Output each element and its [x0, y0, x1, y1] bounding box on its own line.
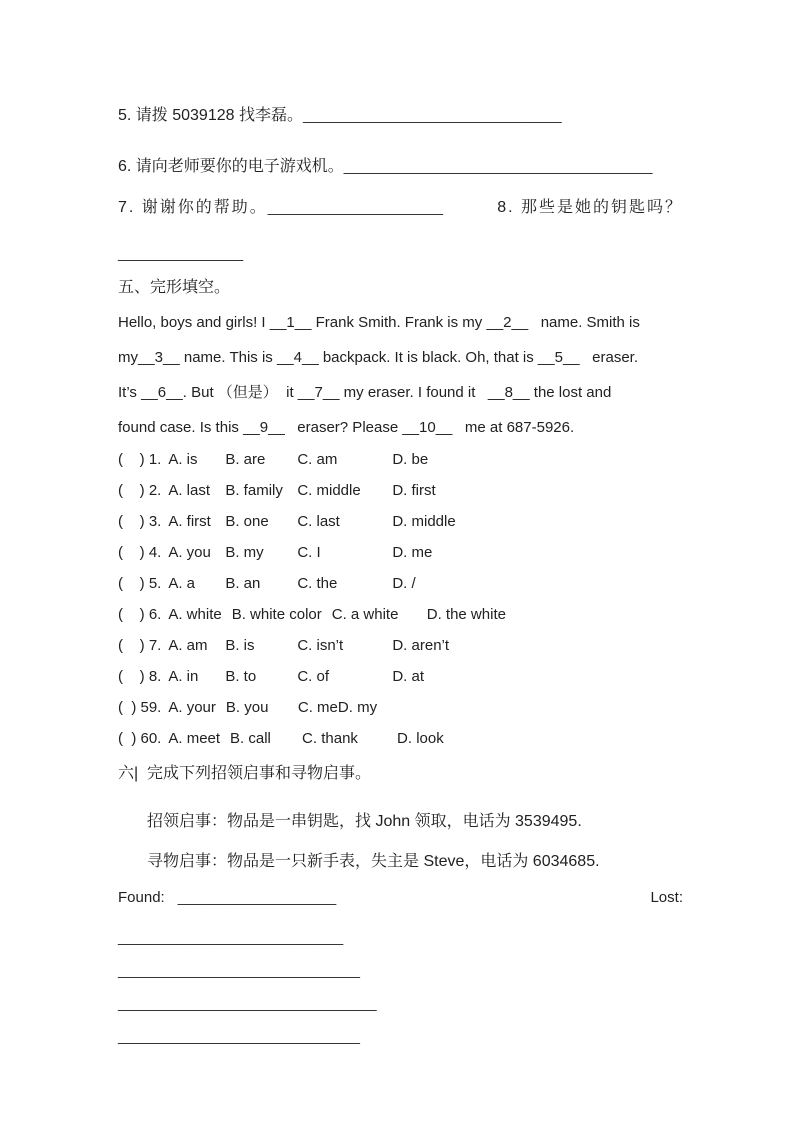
question-lead: ( ) 1. [118, 451, 162, 468]
option-a: A. first [168, 513, 211, 530]
passage-line: Hello, boys and girls! I __1__ Frank Smith. Frank is my __2__ name. Smith is [118, 314, 640, 331]
option-d: D. / [392, 575, 416, 592]
question-lead: ( ) 59. [118, 699, 162, 716]
option-d: D. at [392, 668, 425, 685]
option-a: A. meet [168, 730, 221, 747]
item-6-blank: _____________________________________ [343, 158, 653, 175]
option-b: B. you [225, 699, 269, 716]
found-label: Found: [118, 889, 165, 906]
option-a: A. you [168, 544, 211, 561]
cloze-question-2 [118, 480, 683, 501]
question-lead: ( ) 5. [118, 575, 162, 592]
option-c: C. I [297, 544, 321, 561]
option-d: D. the white [426, 606, 506, 623]
option-b: B. to [225, 668, 257, 685]
option-d: D. be [392, 451, 429, 468]
option-c: C. the [297, 575, 338, 592]
option-b: B. is [225, 637, 255, 654]
answer-line-4: _____________________________ [118, 1028, 360, 1045]
question-lead: ( ) 8. [118, 668, 162, 685]
option-a: A. your [168, 699, 216, 716]
option-c: C. middle [297, 482, 361, 499]
option-d: D. aren’t [392, 637, 450, 654]
translation-item-7 [118, 197, 443, 218]
passage-line: found case. Is this __9__ eraser? Please __10__ me at 687-5926. [118, 419, 575, 436]
found-notice-line: 招领启事：物品是一串钥匙，找 John 领取，电话为 3539495. [147, 813, 582, 830]
question-lead: ( ) 6. [118, 606, 162, 623]
option-a: A. in [168, 668, 199, 685]
option-c: C. of [297, 668, 330, 685]
translation-item-5 [118, 105, 683, 126]
cloze-passage [118, 312, 683, 438]
item-7-text: 7. 谢谢你的帮助。 [118, 199, 268, 216]
item-8-answer-line: _______________ [118, 245, 244, 262]
lost-label: Lost: [650, 889, 683, 906]
option-d: D. middle [392, 513, 456, 530]
question-lead: ( ) 3. [118, 513, 162, 530]
found-lost-row [118, 887, 683, 908]
option-b: B. family [225, 482, 283, 499]
passage-line: It’s __6__. But （但是） it __7__ my eraser. I found it __8__ the lost and [118, 384, 612, 401]
found-blank: ___________________ [177, 889, 337, 906]
item-6-text: 6. 请向老师要你的电子游戏机。 [118, 158, 344, 175]
answer-line-1: ___________________________ [118, 929, 344, 946]
cloze-question-7 [118, 635, 683, 656]
answer-line-2: _____________________________ [118, 962, 360, 979]
cloze-question-59 [118, 697, 683, 718]
question-lead: ( ) 7. [118, 637, 162, 654]
cloze-question-6 [118, 604, 683, 625]
option-b: B. call [230, 730, 271, 747]
cloze-question-4 [118, 542, 683, 563]
lost-notice-line: 寻物启事：物品是一只新手表，失主是 Steve，电话为 6034685. [147, 853, 600, 870]
item-7-blank: _____________________ [267, 199, 443, 216]
cloze-question-3 [118, 511, 683, 532]
question-lead: ( ) 2. [118, 482, 162, 499]
question-lead: ( ) 60. [118, 730, 162, 747]
question-lead: ( ) 4. [118, 544, 162, 561]
option-c: C. isn’t [297, 637, 344, 654]
option-c: C. thank [302, 730, 358, 747]
option-b: B. an [225, 575, 261, 592]
option-b: B. one [225, 513, 269, 530]
passage-line: my__3__ name. This is __4__ backpack. It is black. Oh, that is __5__ eraser. [118, 349, 639, 366]
option-a: A. a [168, 575, 196, 592]
option-d: D. first [392, 482, 436, 499]
item-5-blank: _______________________________ [302, 107, 562, 124]
cloze-question-8 [118, 666, 683, 687]
cloze-questions [118, 449, 683, 749]
translation-items-7-8 [118, 197, 683, 218]
section5-heading: 五、完形填空。 [118, 279, 231, 296]
option-d: D. look [397, 730, 444, 747]
section6-heading: 六| 完成下列招领启事和寻物启事。 [118, 765, 372, 782]
option-c: C. a white [331, 606, 399, 623]
answer-line-3: _______________________________ [118, 995, 377, 1012]
found-group [118, 887, 336, 908]
translation-item-6 [118, 156, 683, 177]
option-a: A. am [168, 637, 208, 654]
option-d: D. me [392, 544, 433, 561]
option-a: A. last [168, 482, 211, 499]
option-a: A. white [168, 606, 222, 623]
translation-item-8: 8. 那些是她的钥匙吗？ [497, 199, 683, 216]
option-c: C. am [297, 451, 338, 468]
option-b: B. are [225, 451, 266, 468]
item-5-text: 5. 请拨 5039128 找李磊。 [118, 107, 303, 124]
option-b: B. my [225, 544, 264, 561]
cloze-question-60 [118, 728, 683, 749]
option-b: B. white color [231, 606, 322, 623]
cloze-question-5 [118, 573, 683, 594]
option-d: D. my [337, 699, 378, 716]
option-a: A. is [168, 451, 198, 468]
option-c: C. last [297, 513, 340, 530]
option-c: C. me [297, 699, 338, 716]
cloze-question-1 [118, 449, 683, 470]
